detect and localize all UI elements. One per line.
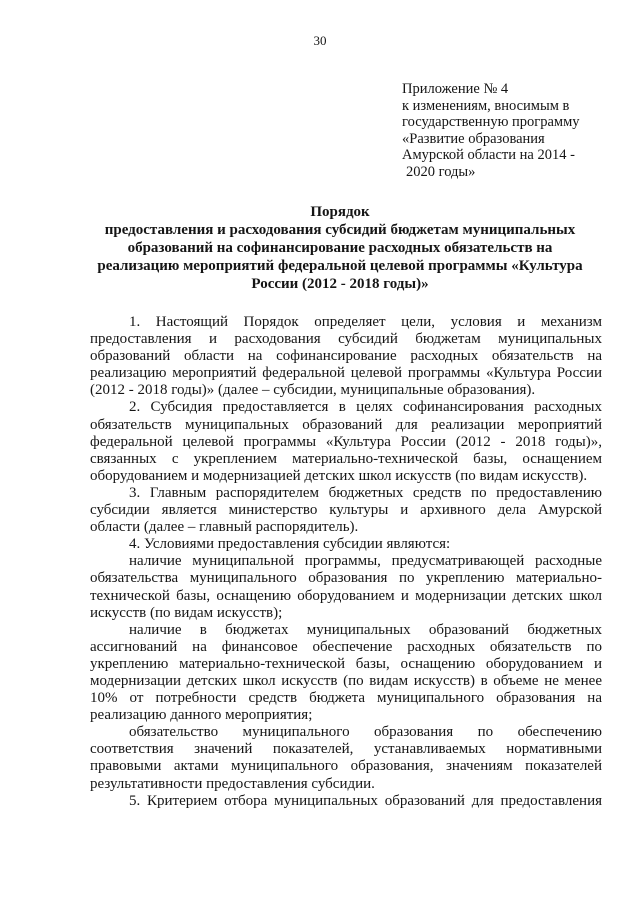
appendix-line: государственную программу <box>402 114 580 131</box>
title-line: реализацию мероприятий федеральной целевой программы «Культура <box>97 258 583 274</box>
condition-3-line: обязательство муниципального образования по обеспечению <box>129 724 602 741</box>
paragraph-1-line: образований области на софинансирование расходных обязательств на <box>90 348 602 365</box>
paragraph-2-line: 2. Субсидия предоставляется в целях софинансирования расходных <box>129 399 602 416</box>
appendix-line: Амурской области на 2014 - <box>402 147 575 164</box>
title-line: предоставления и расходования субсидий бюджетам муниципальных <box>104 222 576 238</box>
condition-1-line: искусств (по видам искусств); <box>90 604 283 621</box>
paragraph-3-line: 3. Главным распорядителем бюджетных средств по предоставлению <box>129 484 602 501</box>
appendix-line: Приложение № 4 <box>402 81 509 97</box>
paragraph-2-line: обязательств муниципальных образований для реализации мероприятий <box>90 416 602 433</box>
condition-3-line: правовыми актами муниципального образования, значениям показателей <box>90 758 602 775</box>
title-line: России (2012 - 2018 годы)» <box>251 276 429 292</box>
page-number: 30 <box>313 33 327 48</box>
condition-1-line: технической базы, оснащению оборудованием и модернизации детских школ <box>90 587 602 604</box>
appendix-line: 2020 годы» <box>406 163 476 180</box>
condition-1-line: наличие муниципальной программы, предусматривающей расходные <box>129 553 602 570</box>
condition-1-line: обязательства муниципального образования по укреплению материально- <box>90 570 602 587</box>
condition-2-line: реализацию данного мероприятия; <box>90 707 313 724</box>
paragraph-3-line: области (далее – главный распорядитель). <box>90 519 359 536</box>
document-body <box>90 314 602 810</box>
condition-2-line: 10% от потребности средств бюджета муниципального образования на <box>90 690 602 707</box>
title-line: образований на софинансирование расходных обязательств на <box>127 240 553 256</box>
paragraph-5-line: 5. Критерием отбора муниципальных образований для предоставления <box>129 792 602 809</box>
appendix-line: к изменениям, вносимым в <box>402 97 570 114</box>
paragraph-2-line: оборудованием и модернизацией детских школ искусств (по видам искусств). <box>90 467 588 484</box>
paragraph-3-line: субсидии является министерство культуры и архивного дела Амурской <box>90 502 602 519</box>
condition-2-line: наличие в бюджетах муниципальных образований бюджетных <box>129 621 602 638</box>
title-line: Порядок <box>310 204 370 220</box>
paragraph-1-line: реализацию мероприятий федеральной целевой программы «Культура России <box>90 365 602 382</box>
condition-3-line: результативности предоставления субсидии. <box>90 775 375 792</box>
condition-3-line: соответствия значений показателей, устанавливаемых нормативными <box>90 741 602 758</box>
condition-2-line: ассигнований на финансовое обеспечение расходных обязательств по <box>90 638 602 655</box>
paragraph-2-line: федеральной целевой программы «Культура России (2012 - 2018 годы)», <box>90 433 602 450</box>
appendix-block <box>402 81 622 181</box>
document-title <box>80 203 600 293</box>
appendix-line: «Развитие образования <box>402 130 545 147</box>
condition-2-line: укреплению материально-технической базы, оснащению оборудованием и <box>90 655 602 672</box>
paragraph-1-line: предоставления и расходования субсидий бюджетам муниципальных <box>90 331 602 348</box>
paragraph-1-line: (2012 - 2018 годы)» (далее – субсидии, муниципальные образования). <box>90 382 536 399</box>
paragraph-1-line: 1. Настоящий Порядок определяет цели, условия и механизм <box>129 314 602 330</box>
paragraph-2-line: связанных с укреплением материально-технической базы, оснащением <box>90 450 602 467</box>
paragraph-4-line: 4. Условиями предоставления субсидии являются: <box>129 536 451 553</box>
condition-2-line: модернизации детских школ искусств (по видам искусств) в объеме не менее <box>90 672 602 689</box>
